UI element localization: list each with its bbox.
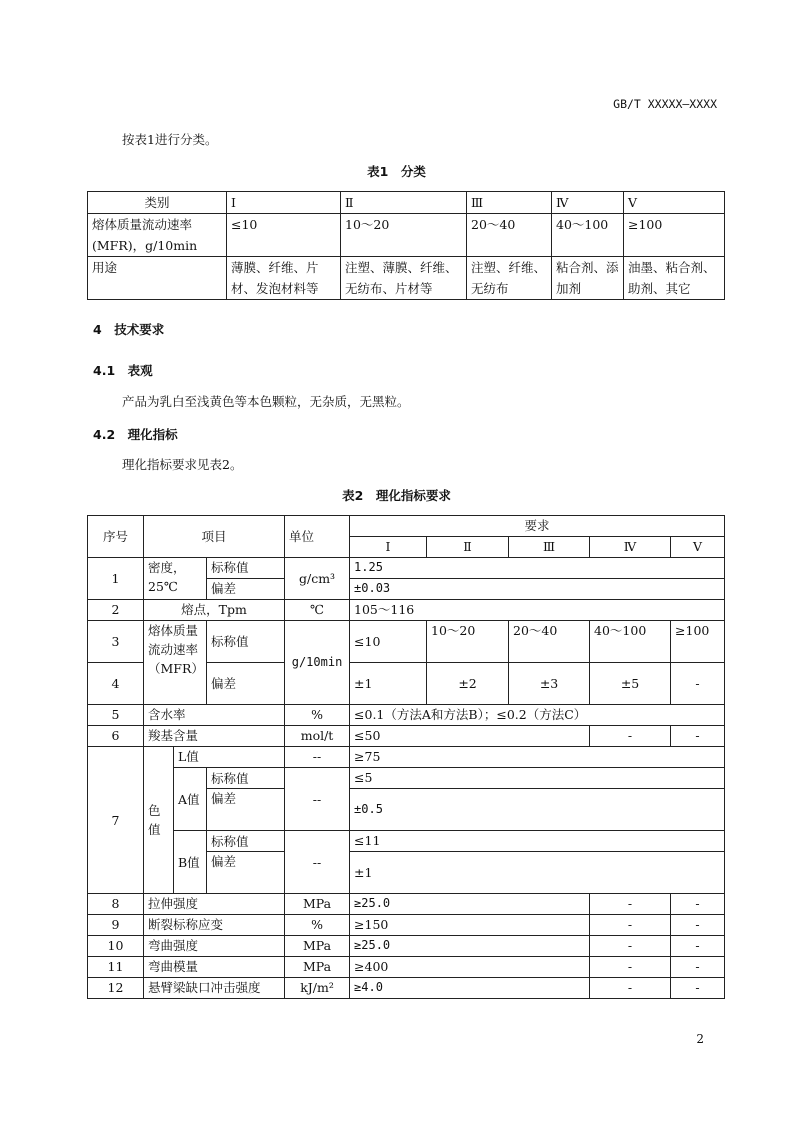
table-cell: ±1 [350, 663, 427, 705]
table-cell: ≤10 [227, 214, 341, 257]
table-row [88, 621, 725, 663]
table-cell: ≥100 [624, 214, 725, 257]
table-cell: 拉伸强度 [144, 894, 285, 915]
section-4-2-heading: 4.2 理化指标 [93, 427, 178, 442]
table-cell: Ⅰ [350, 537, 427, 558]
table-cell: kJ/m² [285, 978, 350, 999]
table-cell: - [671, 663, 725, 705]
table-cell: ≤0.1（方法A和方法B）；≤0.2（方法C） [350, 705, 725, 726]
table-cell: A值 [174, 768, 207, 831]
table-cell: % [285, 705, 350, 726]
table-cell: 40～100 [552, 214, 624, 257]
table-cell: -- [285, 768, 350, 831]
table-cell: 粘合剂、添加剂 [552, 257, 624, 300]
table-cell: ±3 [509, 663, 590, 705]
table-cell: 类别 [88, 192, 227, 214]
table-cell: Ⅰ [227, 192, 341, 214]
table-cell: -- [285, 831, 350, 894]
table-cell: 标称值 [207, 831, 285, 852]
table-cell: ≤10 [350, 621, 427, 663]
table-row [88, 257, 725, 300]
table-cell: - [590, 726, 671, 747]
table-cell: 5 [88, 705, 144, 726]
table-row [88, 978, 725, 999]
table1-caption: 表1 分类 [367, 164, 426, 179]
table2-caption: 表2 理化指标要求 [342, 488, 451, 503]
table-cell: Ⅴ [624, 192, 725, 214]
table-cell: ≥25.0 [350, 894, 590, 915]
table-cell: 密度，25℃ [144, 558, 207, 600]
table-cell: - [590, 957, 671, 978]
table-cell: MPa [285, 957, 350, 978]
table-cell: 4 [88, 663, 144, 705]
table-cell: 含水率 [144, 705, 285, 726]
physicochemical-table [87, 515, 725, 999]
table-cell: mol/t [285, 726, 350, 747]
table-row [88, 915, 725, 936]
table-cell: 7 [88, 747, 144, 894]
table-cell: 熔点，Tpm [144, 600, 285, 621]
table-cell: 2 [88, 600, 144, 621]
table-cell: 熔体质量流动速率(MFR)，g/10min [88, 214, 227, 257]
table-cell: 羧基含量 [144, 726, 285, 747]
table-cell: ±0.03 [350, 579, 725, 600]
table-cell: - [590, 915, 671, 936]
table-row [88, 516, 725, 537]
table-cell: 薄膜、纤维、片材、发泡材料等 [227, 257, 341, 300]
table-cell: 1.25 [350, 558, 725, 579]
table-cell: ≥4.0 [350, 978, 590, 999]
table-row [88, 192, 725, 214]
table-cell: -- [285, 747, 350, 768]
table-cell: 弯曲强度 [144, 936, 285, 957]
table-row [88, 726, 725, 747]
table-cell: ±5 [590, 663, 671, 705]
table-cell: Ⅱ [427, 537, 509, 558]
table-cell: g/10min [285, 621, 350, 705]
table-cell: Ⅴ [671, 537, 725, 558]
table-cell: Ⅳ [590, 537, 671, 558]
table-cell: ±1 [350, 852, 725, 894]
table-row [88, 831, 725, 852]
table-cell: 偏差 [207, 663, 285, 705]
table-cell: L值 [174, 747, 285, 768]
section-4-1-heading: 4.1 表观 [93, 363, 153, 378]
table-cell: 标称值 [207, 768, 285, 789]
table-cell: 11 [88, 957, 144, 978]
table-cell: - [671, 936, 725, 957]
table-cell: ≥400 [350, 957, 590, 978]
table-row [88, 600, 725, 621]
table-cell: 8 [88, 894, 144, 915]
page-number: 2 [696, 1032, 704, 1046]
table-cell: - [671, 957, 725, 978]
table-cell: ℃ [285, 600, 350, 621]
document-header: GB/T XXXXX—XXXX [613, 97, 717, 111]
table-cell: - [671, 978, 725, 999]
table-cell: ±0.5 [350, 789, 725, 831]
table-cell: 20～40 [509, 621, 590, 663]
table-cell: 项目 [144, 516, 285, 558]
table-cell: 1 [88, 558, 144, 600]
section-4-1-text: 产品为乳白至浅黄色等本色颗粒，无杂质，无黑粒。 [122, 394, 410, 409]
table-cell: ≥100 [671, 621, 725, 663]
table-cell: 序号 [88, 516, 144, 558]
table-cell: 6 [88, 726, 144, 747]
table-cell: 12 [88, 978, 144, 999]
table-cell: - [671, 915, 725, 936]
table-cell: 用途 [88, 257, 227, 300]
table-cell: Ⅲ [509, 537, 590, 558]
table-cell: 注塑、纤维、无纺布 [467, 257, 552, 300]
classification-table [87, 191, 725, 300]
table-cell: 悬臂梁缺口冲击强度 [144, 978, 285, 999]
table-cell: - [590, 894, 671, 915]
table-cell: 10～20 [341, 214, 467, 257]
table-row [88, 747, 725, 768]
table-cell: Ⅱ [341, 192, 467, 214]
section-4-2-text: 理化指标要求见表2。 [122, 457, 243, 472]
table-cell: 偏差 [207, 852, 285, 894]
table-cell: ±2 [427, 663, 509, 705]
table-cell: MPa [285, 936, 350, 957]
table-cell: 熔体质量流动速率（MFR） [144, 621, 207, 705]
table-cell: 标称值 [207, 621, 285, 663]
table-row [88, 894, 725, 915]
intro-text: 按表1进行分类。 [122, 132, 218, 147]
table-cell: 105～116 [350, 600, 725, 621]
table-row [88, 705, 725, 726]
table-cell: 断裂标称应变 [144, 915, 285, 936]
table-cell: - [590, 936, 671, 957]
table-cell: 油墨、粘合剂、助剂、其它 [624, 257, 725, 300]
table-row [88, 957, 725, 978]
table-cell: ≥75 [350, 747, 725, 768]
table-cell: MPa [285, 894, 350, 915]
table-row [88, 214, 725, 257]
table-cell: - [671, 726, 725, 747]
table-cell: ≤11 [350, 831, 725, 852]
table-cell: 偏差 [207, 789, 285, 831]
table-cell: ≥25.0 [350, 936, 590, 957]
table-cell: Ⅳ [552, 192, 624, 214]
table-cell: 20～40 [467, 214, 552, 257]
table-cell: % [285, 915, 350, 936]
table-cell: 9 [88, 915, 144, 936]
table-cell: ≤50 [350, 726, 590, 747]
table-cell: g/cm³ [285, 558, 350, 600]
table-row [88, 558, 725, 579]
table-cell: 3 [88, 621, 144, 663]
table-cell: 色值 [144, 747, 174, 894]
table-row [88, 936, 725, 957]
table-cell: B值 [174, 831, 207, 894]
table-cell: 偏差 [207, 579, 285, 600]
table-cell: - [671, 894, 725, 915]
table-cell: 10 [88, 936, 144, 957]
section-4-heading: 4 技术要求 [93, 322, 165, 337]
table-cell: 10～20 [427, 621, 509, 663]
table-cell: ≥150 [350, 915, 590, 936]
table-cell: 注塑、薄膜、纤维、无纺布、片材等 [341, 257, 467, 300]
table-cell: - [590, 978, 671, 999]
table-cell: 40～100 [590, 621, 671, 663]
table-cell: 弯曲模量 [144, 957, 285, 978]
table-cell: 单位 [285, 516, 350, 558]
table-cell: Ⅲ [467, 192, 552, 214]
table-row [88, 768, 725, 789]
table-cell: 标称值 [207, 558, 285, 579]
table-cell: 要求 [350, 516, 725, 537]
table-cell: ≤5 [350, 768, 725, 789]
